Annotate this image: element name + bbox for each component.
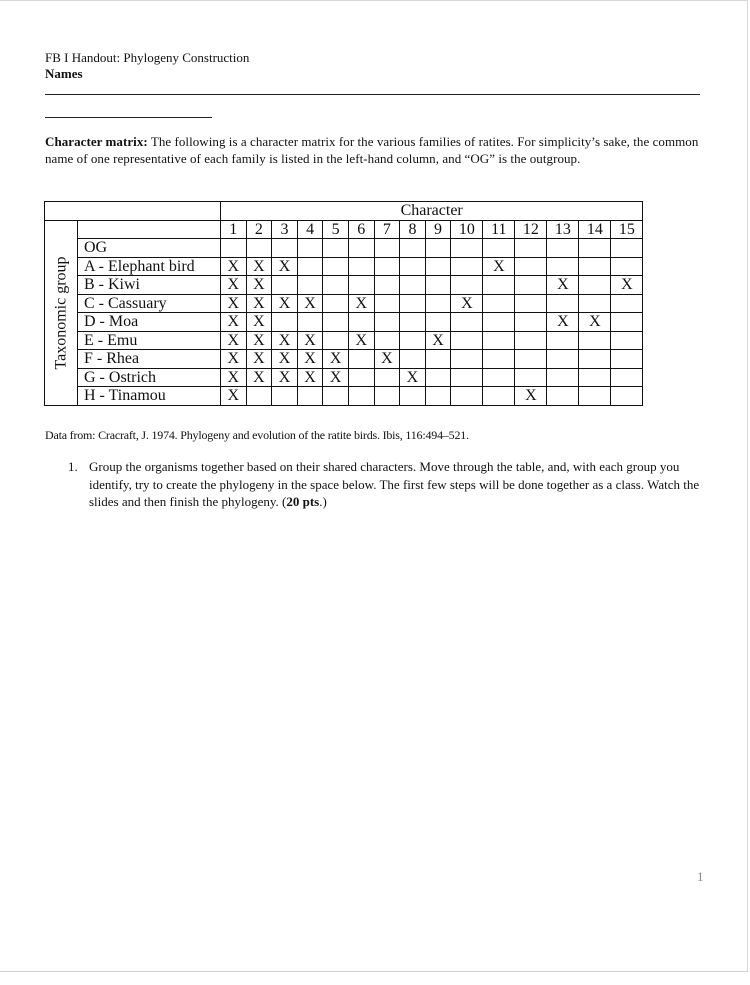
matrix-cell: X: [246, 276, 272, 295]
matrix-cell: [374, 313, 400, 332]
matrix-cell: [348, 239, 374, 258]
matrix-cell: X: [297, 294, 323, 313]
matrix-cell: [348, 313, 374, 332]
char-number-5: 5: [323, 220, 349, 239]
matrix-cell: [547, 350, 579, 369]
matrix-cell: X: [246, 294, 272, 313]
matrix-cell: [579, 239, 611, 258]
header-row-numbers: [45, 220, 643, 239]
matrix-cell: [272, 276, 298, 295]
taxon-name: C - Cassuary: [78, 294, 221, 313]
matrix-cell: [374, 239, 400, 258]
matrix-cell: [297, 387, 323, 406]
matrix-cell: [547, 294, 579, 313]
matrix-cell: [515, 257, 547, 276]
matrix-cell: [611, 350, 643, 369]
matrix-cell: [348, 257, 374, 276]
matrix-cell: [483, 350, 515, 369]
names-line-1: [45, 94, 700, 95]
matrix-cell: [348, 387, 374, 406]
matrix-cell: [547, 331, 579, 350]
matrix-cell: [483, 368, 515, 387]
taxon-name: OG: [78, 239, 221, 258]
char-number-12: 12: [515, 220, 547, 239]
matrix-cell: [515, 368, 547, 387]
matrix-cell: [483, 276, 515, 295]
char-number-10: 10: [451, 220, 483, 239]
matrix-cell: X: [221, 257, 247, 276]
matrix-cell: X: [221, 350, 247, 369]
matrix-cell: [400, 294, 426, 313]
matrix-cell: [272, 239, 298, 258]
matrix-cell: [323, 331, 349, 350]
matrix-cell: X: [515, 387, 547, 406]
table-row: [45, 387, 643, 406]
matrix-cell: X: [272, 294, 298, 313]
matrix-cell: X: [272, 350, 298, 369]
matrix-cell: [515, 294, 547, 313]
matrix-cell: [483, 239, 515, 258]
matrix-cell: X: [348, 331, 374, 350]
matrix-cell: [374, 294, 400, 313]
names-label: Names: [45, 66, 83, 81]
matrix-cell: [451, 368, 483, 387]
question-1: [68, 458, 708, 511]
matrix-cell: [297, 257, 323, 276]
matrix-cell: [451, 387, 483, 406]
matrix-cell: [221, 239, 247, 258]
matrix-cell: X: [348, 294, 374, 313]
matrix-cell: [483, 313, 515, 332]
matrix-cell: [483, 387, 515, 406]
taxon-name: A - Elephant bird: [78, 257, 221, 276]
matrix-cell: [611, 239, 643, 258]
matrix-cell: X: [246, 331, 272, 350]
matrix-cell: [246, 387, 272, 406]
table-row: [45, 239, 643, 258]
matrix-cell: X: [246, 257, 272, 276]
char-number-4: 4: [297, 220, 323, 239]
char-number-15: 15: [611, 220, 643, 239]
handout-title: FB I Handout: Phylogeny Construction: [45, 50, 250, 65]
taxon-name: D - Moa: [78, 313, 221, 332]
matrix-cell: [348, 368, 374, 387]
matrix-cell: X: [221, 294, 247, 313]
matrix-cell: [374, 257, 400, 276]
matrix-cell: X: [400, 368, 426, 387]
intro-text: The following is a character matrix for the various families of ratites. For simplicity’s sake, the common name of one representative of each family is listed in the left-hand column, and “OG” is the outgroup.: [45, 134, 699, 166]
character-matrix-table: [44, 201, 643, 406]
matrix-cell: X: [451, 294, 483, 313]
matrix-cell: [547, 368, 579, 387]
matrix-cell: X: [246, 350, 272, 369]
matrix-cell: [451, 257, 483, 276]
matrix-cell: X: [297, 331, 323, 350]
matrix-cell: X: [579, 313, 611, 332]
intro-label: Character matrix:: [45, 134, 148, 149]
matrix-cell: [400, 387, 426, 406]
matrix-cell: [425, 276, 451, 295]
matrix-cell: [400, 257, 426, 276]
matrix-cell: [400, 239, 426, 258]
matrix-cell: X: [221, 331, 247, 350]
matrix-cell: X: [483, 257, 515, 276]
character-header: Character: [221, 202, 643, 221]
matrix-cell: X: [374, 350, 400, 369]
matrix-cell: [348, 276, 374, 295]
page-number: 1: [697, 869, 704, 884]
table-row: [45, 276, 643, 295]
table-row: [45, 368, 643, 387]
matrix-cell: X: [246, 368, 272, 387]
matrix-cell: [579, 368, 611, 387]
blank-taxon-header: [78, 220, 221, 239]
matrix-cell: [611, 331, 643, 350]
taxonomic-group-label: Taxonomic group: [52, 255, 70, 370]
question-suffix: .): [319, 494, 327, 509]
taxon-name: F - Rhea: [78, 350, 221, 369]
char-number-8: 8: [400, 220, 426, 239]
document-header: [45, 50, 249, 82]
char-number-9: 9: [425, 220, 451, 239]
matrix-cell: [611, 294, 643, 313]
names-line-2: [45, 117, 212, 118]
matrix-cell: [515, 276, 547, 295]
matrix-cell: [323, 276, 349, 295]
matrix-cell: [451, 350, 483, 369]
matrix-cell: [297, 276, 323, 295]
table-row: [45, 257, 643, 276]
matrix-cell: [425, 257, 451, 276]
matrix-cell: [547, 257, 579, 276]
char-number-2: 2: [246, 220, 272, 239]
matrix-cell: [400, 276, 426, 295]
char-number-14: 14: [579, 220, 611, 239]
corner-cell: [45, 202, 221, 221]
matrix-cell: X: [547, 276, 579, 295]
matrix-cell: [547, 239, 579, 258]
matrix-cell: [425, 368, 451, 387]
matrix-cell: [483, 294, 515, 313]
intro-paragraph: [45, 134, 705, 167]
matrix-cell: [374, 331, 400, 350]
table-row: [45, 350, 643, 369]
matrix-cell: [425, 294, 451, 313]
matrix-cell: [547, 387, 579, 406]
matrix-cell: X: [425, 331, 451, 350]
char-number-13: 13: [547, 220, 579, 239]
question-points: 20 pts: [286, 494, 320, 509]
matrix-cell: X: [221, 313, 247, 332]
matrix-cell: [374, 387, 400, 406]
matrix-cell: [579, 350, 611, 369]
data-source: Data from: Cracraft, J. 1974. Phylogeny and evolution of the ratite birds. Ibis, 116:494–521.: [45, 428, 469, 442]
matrix-cell: [611, 387, 643, 406]
matrix-cell: [400, 331, 426, 350]
question-text: [89, 458, 708, 511]
matrix-cell: X: [611, 276, 643, 295]
matrix-cell: [348, 350, 374, 369]
matrix-cell: [451, 331, 483, 350]
matrix-cell: X: [272, 331, 298, 350]
char-number-6: 6: [348, 220, 374, 239]
matrix-cell: [611, 313, 643, 332]
matrix-cell: X: [323, 350, 349, 369]
matrix-cell: [451, 313, 483, 332]
matrix-cell: [451, 239, 483, 258]
matrix-cell: [374, 368, 400, 387]
taxonomic-group-cell: [45, 220, 78, 405]
question-number: 1.: [68, 459, 78, 474]
matrix-cell: X: [221, 387, 247, 406]
matrix-cell: [515, 350, 547, 369]
matrix-cell: [374, 276, 400, 295]
matrix-cell: [246, 239, 272, 258]
matrix-cell: X: [547, 313, 579, 332]
matrix-cell: [451, 276, 483, 295]
table-row: [45, 313, 643, 332]
matrix-cell: X: [221, 368, 247, 387]
taxon-name: E - Emu: [78, 331, 221, 350]
matrix-cell: [483, 331, 515, 350]
taxon-name: B - Kiwi: [78, 276, 221, 295]
matrix-cell: [297, 313, 323, 332]
char-number-1: 1: [221, 220, 247, 239]
char-number-7: 7: [374, 220, 400, 239]
matrix-cell: [425, 387, 451, 406]
matrix-cell: [425, 313, 451, 332]
matrix-cell: [400, 350, 426, 369]
matrix-cell: [323, 239, 349, 258]
matrix-cell: [323, 387, 349, 406]
matrix-cell: [579, 257, 611, 276]
matrix-cell: X: [272, 257, 298, 276]
matrix-cell: [579, 331, 611, 350]
matrix-cell: [579, 387, 611, 406]
matrix-cell: [272, 387, 298, 406]
matrix-cell: [611, 368, 643, 387]
matrix-cell: [297, 239, 323, 258]
matrix-cell: X: [272, 368, 298, 387]
char-number-11: 11: [483, 220, 515, 239]
table-row: [45, 331, 643, 350]
matrix-cell: [323, 257, 349, 276]
header-row-character: [45, 202, 643, 221]
matrix-cell: [515, 313, 547, 332]
matrix-cell: [579, 294, 611, 313]
matrix-cell: [515, 239, 547, 258]
matrix-cell: [611, 257, 643, 276]
matrix-cell: [425, 239, 451, 258]
matrix-cell: [272, 313, 298, 332]
matrix-cell: X: [297, 350, 323, 369]
char-number-3: 3: [272, 220, 298, 239]
matrix-cell: [515, 331, 547, 350]
taxon-name: H - Tinamou: [78, 387, 221, 406]
matrix-cell: X: [297, 368, 323, 387]
table-row: [45, 294, 643, 313]
matrix-cell: [579, 276, 611, 295]
matrix-cell: X: [221, 276, 247, 295]
matrix-cell: [323, 294, 349, 313]
matrix-cell: X: [246, 313, 272, 332]
matrix-cell: [323, 313, 349, 332]
taxon-name: G - Ostrich: [78, 368, 221, 387]
matrix-cell: [400, 313, 426, 332]
question-body: Group the organisms together based on their shared characters. Move through the table, and, with each group you identify, try to create the phylogeny in the space below. The first few steps will be done together as a class. Watch the slides and then finish the phylogeny. (: [89, 459, 700, 509]
matrix-cell: X: [323, 368, 349, 387]
matrix-cell: [425, 350, 451, 369]
